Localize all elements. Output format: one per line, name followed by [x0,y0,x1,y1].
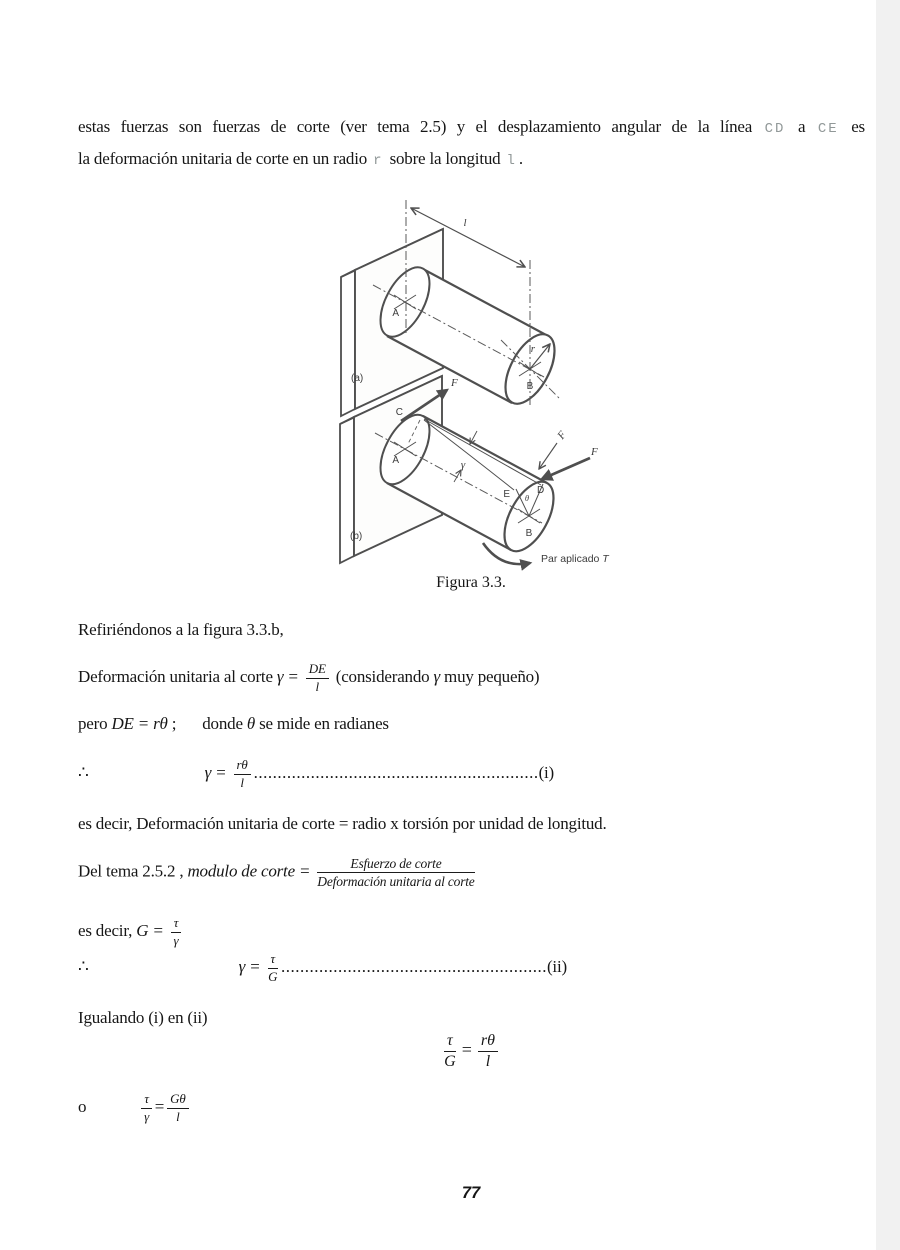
figure-caption: Figura 3.3. [436,574,506,591]
fraction-de-l [306,662,329,694]
line-shear-strain-def [78,662,539,694]
line-g-tau-gamma [78,916,184,948]
fraction-denominator: l [240,774,244,790]
o-label: o [78,1096,87,1116]
fraction-numerator: rθ [234,758,251,775]
therefore-symbol: ∴ [78,956,89,976]
point-b-label: B [525,528,533,539]
radius-symbol: r [373,153,384,169]
equation-tag-ii: (ii) [546,956,567,976]
page-number: 77 [461,1184,481,1202]
fraction-numerator: τ [141,1092,151,1109]
equation-ii [78,952,567,984]
equation-o [78,1092,192,1124]
fraction-denominator: γ [144,1108,149,1124]
panel-a-tag: (a) [351,373,364,384]
scrollbar-track[interactable] [876,0,900,1250]
line-es-decir-1: es decir, Deformación unitaria de corte = radio x torsión por unidad de longitud. [78,814,607,833]
torque-symbol: T [602,553,609,565]
text-segment: Deformación unitaria al corte [78,666,277,686]
gamma-label: γ [460,459,466,471]
line-shear-modulus [78,856,478,889]
intro-text: la deformación unitaria de corte en un radio [78,149,368,168]
torque-label-text: Par aplicado [541,553,603,565]
fraction-tau-gamma [141,1092,151,1124]
force-arrow [539,443,557,469]
point-a-label: A [392,455,399,466]
line-cd-label: CD [764,121,786,137]
dot-leader: ........................................................ [280,956,547,976]
fraction-denominator: G [444,1052,456,1070]
therefore-symbol: ∴ [78,762,89,782]
point-a-label: A [392,308,399,319]
fraction-numerator: τ [171,916,181,933]
point-d-label: D [537,485,545,496]
fraction-numerator: Gθ [167,1092,188,1109]
text-segment: es decir, [78,920,137,940]
wall-side-face [341,270,355,416]
fraction-tau-g [444,1032,456,1071]
paragraph-intro [78,112,865,176]
length-symbol: l [506,153,517,169]
intro-text: sobre la longitud [389,149,501,168]
figure-3-3-drawing [333,192,645,572]
fraction-denominator: Deformación unitaria al corte [317,874,475,890]
fraction-gtheta-l [167,1092,188,1124]
g-equals: G = [136,920,164,940]
fraction-numerator: rθ [478,1032,498,1052]
line-igualando: Igualando (i) en (ii) [78,1008,208,1027]
fraction-tau-gamma [171,916,181,948]
fraction-rtheta-l [234,758,251,790]
figure-panel-b [340,376,610,565]
intro-text: . [518,149,523,168]
force-label: F [555,428,569,442]
fraction-rtheta-l [478,1032,498,1071]
fraction-numerator: τ [444,1032,456,1052]
fraction-denominator: γ [173,932,179,948]
line-ce-label: CE [817,121,839,137]
gamma-equals: γ = [276,666,299,686]
force-arrow [542,458,590,479]
equals-sign: = [154,1096,165,1116]
gamma-equals: γ = [238,956,261,976]
gamma-equals: γ = [204,762,227,782]
intro-text: estas fuerzas son fuerzas de corte (ver tema 2.5) y el desplazamiento angular de la línea [78,117,753,136]
equation-i [78,758,554,790]
text-segment: Del tema 2.5.2 , [78,861,188,881]
fraction-esfuerzo-deformacion [317,856,474,889]
fraction-denominator: l [485,1052,491,1070]
paragraph-intro-line1 [78,112,865,144]
text-segment: muy pequeño) [440,666,540,686]
fraction-denominator: G [268,968,278,984]
text-segment: pero [78,714,112,733]
force-label: F [591,446,598,458]
fraction-numerator: Esfuerzo de corte [317,856,474,873]
radius-label: r [530,343,535,355]
force-label: F [451,377,458,389]
equation-main [78,1032,864,1071]
fraction-denominator: l [176,1108,180,1124]
equation-tag-i: (i) [538,762,555,782]
text-segment: ; [167,714,177,733]
fraction-denominator: l [315,678,319,694]
point-c-label: C [395,407,403,418]
figure-3-3 [333,192,645,572]
intro-text: es [851,117,865,136]
point-e-label: E [503,489,510,500]
line-de-r-theta [78,714,389,734]
paragraph-intro-line2 [78,144,865,176]
equals-sign: = [461,1039,472,1060]
dot-leader: ............................................................ [253,762,539,782]
point-b-label: B [526,381,534,392]
gamma-symbol: γ [433,666,440,686]
theta-symbol: θ [246,714,256,733]
intro-text: a [797,117,806,136]
fraction-numerator: τ [268,952,278,969]
theta-label: θ [524,493,530,503]
text-segment: donde [202,714,247,733]
length-dimension-label: l [463,217,467,229]
text-segment: (considerando [331,666,434,686]
torque-label [541,553,610,565]
text-segment: se mide en radianes [255,714,389,733]
math-modulo-corte: modulo de corte = [187,861,311,881]
line-referring: Refiriéndonos a la figura 3.3.b, [78,620,284,639]
fraction-numerator: DE [306,662,329,679]
panel-b-tag: (b) [350,531,363,542]
fraction-tau-g [268,952,278,984]
math-de-rtheta: DE = rθ [111,714,168,733]
